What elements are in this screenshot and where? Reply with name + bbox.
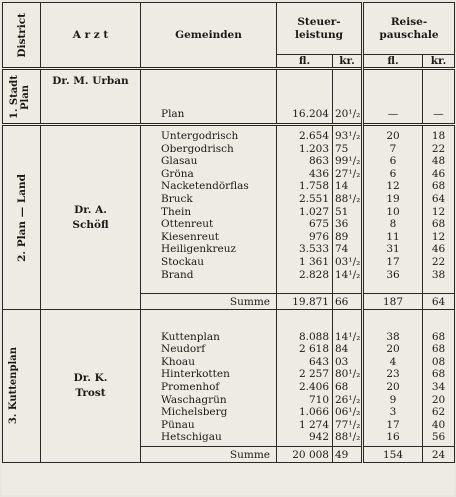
reise-fl-value: 10 (386, 205, 400, 218)
steuer-kr-value: 36 (335, 218, 349, 231)
steuer-kr-3 (333, 310, 363, 447)
reise-fl-value: 20 (386, 381, 400, 394)
place: Ottenreut (161, 218, 214, 231)
place: Plan (161, 108, 185, 120)
place: Promenhof (161, 381, 220, 394)
reise-fl-value: 6 (389, 155, 397, 168)
summe-label-2: Summe (141, 294, 277, 310)
steuer-kr-value: 03 (335, 355, 349, 368)
steuer-kr-value: 75 (335, 142, 349, 155)
steuer-kr-value: 93¹/₂ (335, 130, 361, 142)
steuer-fl-value: 710 (308, 393, 329, 406)
place: Kiesenreut (161, 230, 219, 243)
reise-kr-value: 38 (431, 268, 446, 281)
place: Waschagrün (161, 393, 227, 406)
reise-kr-2 (423, 125, 455, 294)
steuer-kr-value: 84 (335, 343, 349, 356)
district-3: 3. Kuttenplan (3, 310, 41, 463)
steuer-fl-value: 2.654 (298, 130, 329, 142)
reise-fl-value: 4 (389, 355, 397, 368)
reise-kr-header: kr. (423, 55, 455, 69)
section-3-row (3, 310, 455, 447)
district-header: District (3, 3, 41, 69)
steuer-kr-value: 14 (335, 180, 349, 193)
reise-kr-value: 22 (431, 255, 446, 268)
steuer-header (277, 3, 363, 55)
steuer-kr-value: 26¹/₂ (335, 393, 361, 406)
place: Obergodrisch (161, 142, 234, 155)
steuer-kr-value: 88¹/₂ (335, 431, 361, 444)
place: Nacketendörflas (161, 180, 249, 193)
steuer-kr-value: 51 (335, 205, 349, 218)
reise-kr-value: 64 (431, 192, 446, 205)
reise-fl-value: 19 (386, 192, 400, 205)
places-1 (141, 69, 277, 125)
section-2-row (3, 125, 455, 294)
steuer-kr-value: 14¹/₂ (335, 268, 361, 281)
reise-kr-value: 18 (431, 130, 446, 142)
steuer-fl-2 (277, 125, 333, 294)
steuer-fl-value: 863 (308, 155, 329, 168)
summe-fl-3: 20 008 (277, 447, 333, 463)
reise-kr-value: 56 (431, 431, 446, 444)
gemeinden-header: Gemeinden (141, 3, 277, 69)
steuer-fl-value: 436 (308, 167, 329, 180)
summe-kr-2: 66 (333, 294, 363, 310)
steuer-fl-value: 2.551 (298, 192, 329, 205)
reise-kr-value: 68 (431, 368, 446, 381)
steuer-fl-value: 2.406 (298, 381, 329, 394)
steuer-fl-value: 2 618 (298, 343, 329, 356)
reise-fl-value: 17 (386, 255, 400, 268)
reise-fl-value: 12 (386, 180, 400, 193)
steuer-kr-value: 14¹/₂ (335, 330, 361, 343)
steuer-kr-value: 99¹/₂ (335, 155, 361, 168)
steuer-fl-value: 942 (308, 431, 329, 444)
reise-fl-value: 16 (386, 431, 400, 444)
reise-fl-value: 20 (386, 343, 400, 356)
district-1: 1. Stadt Plan (3, 69, 41, 125)
place: Thein (161, 205, 192, 218)
arzt-2: Dr. A. Schöfl (41, 125, 141, 310)
steuer-fl-value: 8.088 (298, 330, 329, 343)
places-2 (141, 125, 277, 294)
reise-kr-value: 22 (431, 142, 446, 155)
steuer-fl-value: 675 (308, 218, 329, 231)
tax-table (2, 2, 455, 463)
reise-header-text: Reise- pauschale (379, 15, 439, 41)
reise-fl-3 (363, 310, 423, 447)
places-3 (141, 310, 277, 447)
steuer-fl-1: 16.204 (277, 69, 333, 125)
steuer-kr-value: 80¹/₂ (335, 368, 361, 381)
place: Stockau (161, 255, 204, 268)
summe-rfl-2: 187 (363, 294, 423, 310)
arzt-3: Dr. K. Trost (41, 310, 141, 463)
steuer-fl-value: 2 257 (298, 368, 329, 381)
steuer-kr-value: 89 (335, 230, 349, 243)
reise-fl-header: fl. (363, 55, 423, 69)
reise-kr-value: 46 (431, 167, 446, 180)
place: Glasau (161, 155, 198, 168)
reise-fl-value: 9 (389, 393, 397, 406)
steuer-kr-2 (333, 125, 363, 294)
place: Michelsberg (161, 406, 228, 419)
reise-fl-value: 7 (389, 142, 397, 155)
steuer-kr-value: 03¹/₂ (335, 255, 361, 268)
reise-kr-value: 08 (431, 355, 446, 368)
place: Hinterkotten (161, 368, 230, 381)
place: Untergodrisch (161, 130, 239, 142)
reise-fl-value: 31 (386, 243, 400, 256)
steuer-fl-value: 2.828 (298, 268, 329, 281)
reise-fl-value: 17 (386, 418, 400, 431)
place: Gröna (161, 167, 194, 180)
steuer-fl-header: fl. (277, 55, 333, 69)
reise-fl-1: — (363, 69, 423, 125)
place: Brand (161, 268, 194, 281)
reise-kr-value: 48 (431, 155, 446, 168)
steuer-fl-3 (277, 310, 333, 447)
place: Pünau (161, 418, 195, 431)
steuer-fl-value: 3.533 (298, 243, 329, 256)
steuer-kr-value: 06¹/₂ (335, 406, 361, 419)
place: Heiligenkreuz (161, 243, 237, 256)
reise-kr-value: 20 (431, 393, 446, 406)
steuer-header-text: Steuer- leistung (294, 15, 344, 41)
reise-kr-value: 68 (431, 218, 446, 231)
reise-fl-value: 20 (386, 130, 400, 142)
reise-fl-value: 38 (386, 330, 400, 343)
arzt-header: A r z t (41, 3, 141, 69)
steuer-kr-value: 77¹/₂ (335, 418, 361, 431)
summe-kr-3: 49 (333, 447, 363, 463)
reise-fl-value: 3 (389, 406, 397, 419)
reise-fl-2 (363, 125, 423, 294)
summe-rkr-3: 24 (423, 447, 455, 463)
summe-label-3: Summe (141, 447, 277, 463)
steuer-fl-value: 1.027 (298, 205, 329, 218)
reise-kr-value: 68 (431, 330, 446, 343)
steuer-kr-value: 88¹/₂ (335, 192, 361, 205)
reise-kr-value: 12 (431, 230, 446, 243)
place: Khoau (161, 355, 195, 368)
reise-kr-value: 68 (431, 180, 446, 193)
reise-kr-value: 68 (431, 343, 446, 356)
steuer-kr-1: 20¹/₂ (333, 69, 363, 125)
steuer-fl-value: 1 274 (298, 418, 329, 431)
reise-kr-value: 46 (431, 243, 446, 256)
place: Bruck (161, 192, 193, 205)
reise-kr-value: 62 (431, 406, 446, 419)
reise-kr-value: 40 (431, 418, 446, 431)
place: Kuttenplan (161, 330, 220, 343)
reise-kr-value: 12 (431, 205, 446, 218)
steuer-kr-value: 68 (335, 381, 349, 394)
steuer-fl-value: 1.758 (298, 180, 329, 193)
steuer-kr-value: 27¹/₂ (335, 167, 361, 180)
summe-fl-2: 19.871 (277, 294, 333, 310)
reise-kr-1: — (423, 69, 455, 125)
reise-fl-value: 8 (389, 218, 397, 231)
place: Hetschigau (161, 431, 222, 444)
reise-fl-value: 23 (386, 368, 400, 381)
reise-kr-value: 34 (431, 381, 446, 394)
place: Neudorf (161, 343, 206, 356)
reise-header (363, 3, 455, 55)
steuer-kr-header: kr. (333, 55, 363, 69)
steuer-fl-value: 976 (308, 230, 329, 243)
reise-fl-value: 6 (389, 167, 397, 180)
arzt-1: Dr. M. Urban (41, 69, 141, 125)
steuer-fl-value: 1.203 (298, 142, 329, 155)
steuer-fl-value: 643 (308, 355, 329, 368)
reise-kr-3 (423, 310, 455, 447)
section-1-row (3, 69, 455, 125)
steuer-fl-value: 1.066 (298, 406, 329, 419)
reise-fl-value: 11 (386, 230, 400, 243)
summe-rfl-3: 154 (363, 447, 423, 463)
table-sheet (2, 2, 454, 495)
summe-rkr-2: 64 (423, 294, 455, 310)
steuer-fl-value: 1 361 (298, 255, 329, 268)
reise-fl-value: 36 (386, 268, 400, 281)
district-2: 2. Plan — Land (3, 125, 41, 310)
steuer-kr-value: 74 (335, 243, 349, 256)
